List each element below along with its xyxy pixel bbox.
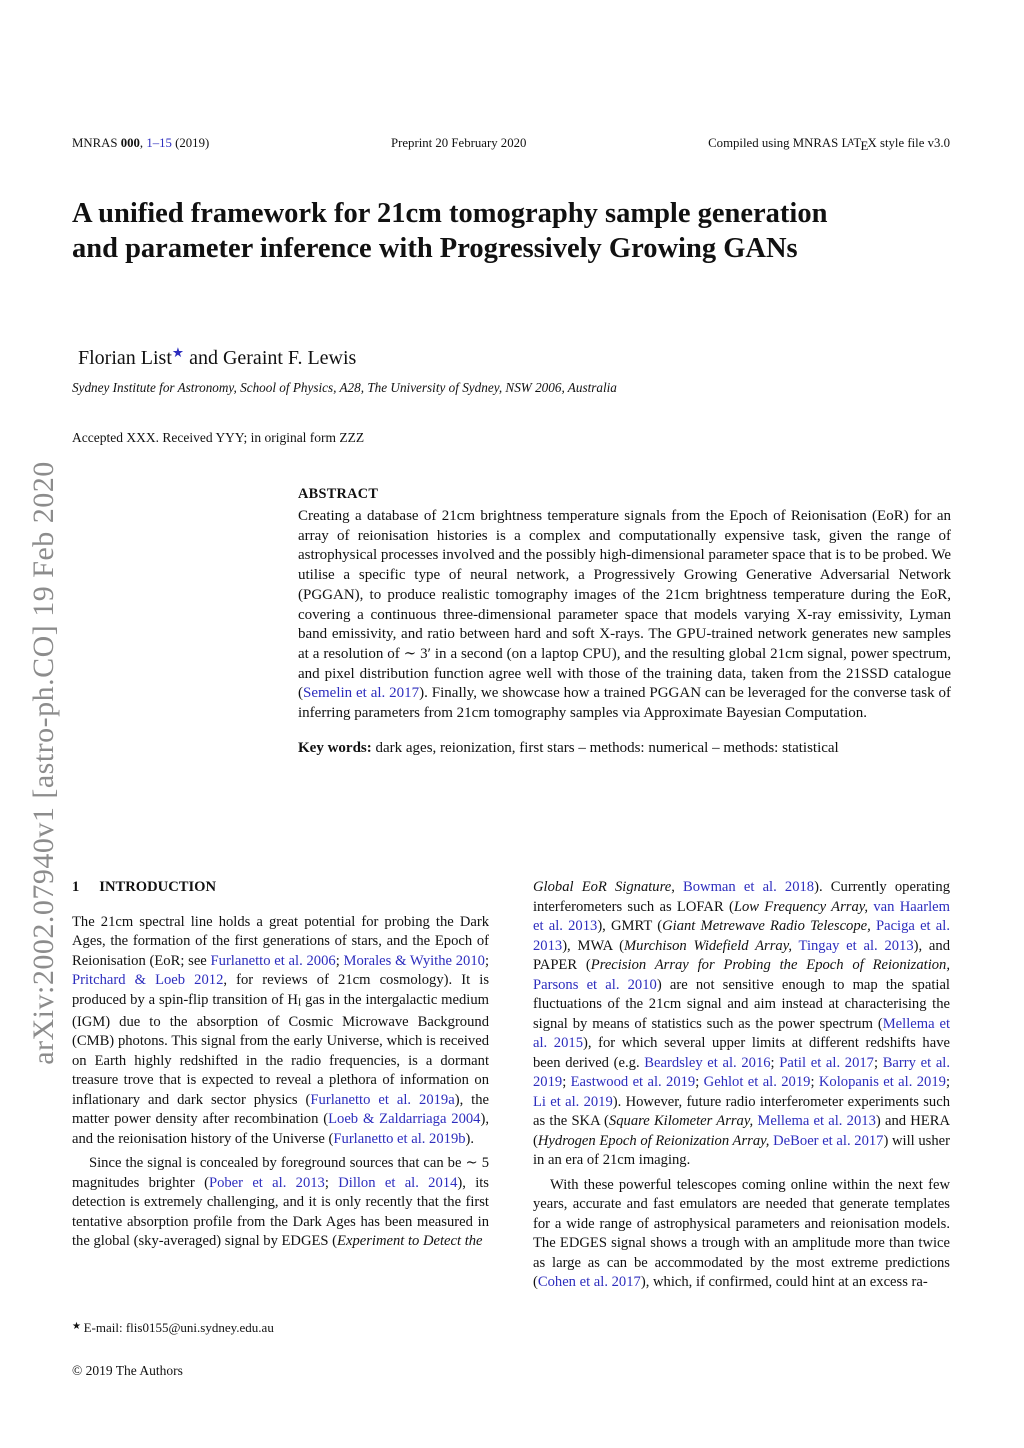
text-segment: style file v3.0 bbox=[876, 136, 950, 150]
citation-link[interactable]: van Haarlem et al. 2013 bbox=[533, 898, 950, 934]
text-segment: ), for which several upper limits at different redshifts have been derived (e.g. bbox=[533, 1035, 950, 1071]
paper-title: A unified framework for 21cm tomography sample generation and parameter inference with Progressively Growing GANs bbox=[72, 198, 828, 264]
text-segment: Low Frequency Array, bbox=[733, 898, 869, 915]
text-segment: ), the matter power density after recombination ( bbox=[72, 1091, 490, 1128]
text-segment: 000 bbox=[120, 136, 140, 150]
citation-link[interactable]: Furlanetto et al. 2019a bbox=[310, 1091, 455, 1108]
abstract-block bbox=[298, 486, 951, 758]
text-segment: Florian List bbox=[78, 346, 172, 369]
text-segment: ; bbox=[562, 1074, 571, 1090]
text-segment: ). Finally, we showcase how a trained PGGAN can be leveraged for the converse task of inferring parameters from 21cm tomography samples via Approximate Bayesian Computation. bbox=[298, 685, 952, 722]
citation-link[interactable]: Li et al. 2019 bbox=[533, 1093, 613, 1110]
citation-link[interactable]: Tingay et al. 2013 bbox=[798, 937, 914, 954]
text-segment: Key words: bbox=[298, 739, 372, 756]
copyright-line: © 2019 The Authors bbox=[72, 1363, 183, 1378]
text-segment: Hydrogen Epoch of Reionization Array, bbox=[537, 1132, 770, 1149]
text-segment: ) will usher in an era of 21cm imaging. bbox=[533, 1132, 950, 1168]
text-segment: ) are not sensitive enough to map the spatial fluctuations of the 21cm signal and aim instead at characterising the signal by means of statistics such as the power spectrum ( bbox=[533, 976, 950, 1032]
text-segment: ), and the reionisation history of the Universe ( bbox=[72, 1111, 489, 1147]
text-segment: ). Currently operating interferometers such as LOFAR ( bbox=[533, 879, 950, 915]
citation-link[interactable]: Mellema et al. 2013 bbox=[757, 1113, 876, 1129]
citation-link[interactable]: Mellema et al. 2015 bbox=[533, 1015, 951, 1051]
citation-link[interactable]: Semelin et al. 2017 bbox=[303, 685, 420, 702]
dates-line: Accepted XXX. Received YYY; in original form ZZZ bbox=[72, 430, 365, 445]
paragraph bbox=[533, 1176, 950, 1293]
text-segment: and Geraint F. Lewis bbox=[184, 346, 357, 369]
text-segment: Murchison Widefield Array, bbox=[624, 937, 793, 954]
citation-link[interactable]: Furlanetto et al. 2006 bbox=[210, 952, 336, 969]
citation-link[interactable]: Cohen et al. 2017 bbox=[537, 1274, 641, 1290]
preprint-date: Preprint 20 February 2020 bbox=[390, 136, 527, 150]
text-segment: ) and HERA ( bbox=[533, 1113, 950, 1149]
citation-link[interactable]: Eastwood et al. 2019 bbox=[570, 1074, 696, 1090]
text-segment: Experiment to Detect the bbox=[337, 1233, 483, 1250]
intro-right-column bbox=[533, 878, 950, 1293]
text-segment: ), GMRT ( bbox=[597, 918, 663, 934]
text-segment: ; bbox=[324, 1174, 339, 1191]
text-segment: E-mail: flis0155@uni.sydney.edu.au bbox=[83, 1320, 274, 1335]
text-segment: ; bbox=[810, 1074, 819, 1090]
section-number: 1 bbox=[72, 879, 80, 895]
text-segment: , for reviews of 21cm cosmology). It is produced by a spin-flip transition of H bbox=[72, 972, 490, 1008]
text-segment: ; bbox=[873, 1054, 883, 1071]
text-segment: ). bbox=[465, 1130, 475, 1147]
citation-link[interactable]: Furlanetto et al. 2019b bbox=[333, 1130, 466, 1147]
text-segment: ; bbox=[484, 952, 489, 969]
text-segment: Precision Array for Probing the Epoch of Reionization, bbox=[590, 957, 951, 973]
section-label: INTRODUCTION bbox=[99, 879, 217, 895]
citation-link[interactable]: Parsons et al. 2010 bbox=[533, 976, 657, 993]
citation-link[interactable]: Bowman et al. 2018 bbox=[683, 879, 815, 895]
email-footnote bbox=[72, 1320, 489, 1336]
text-segment: Compiled using MNRAS bbox=[708, 136, 842, 150]
text-segment: ; bbox=[695, 1074, 704, 1090]
affiliation-line: Sydney Institute for Astronomy, School of Physics, A28, The University of Sydney, NSW 2006, Australia bbox=[72, 380, 617, 395]
compile-note bbox=[708, 136, 950, 154]
text-segment: With these powerful telescopes coming online within the next few years, accurate and fast emulators are needed that generate templates for a wide range of astrophysical parameters and reionisation models. The EDGES signal shows a trough with an amplitude more than twice as large as can be accommodated by the most extreme predictions ( bbox=[533, 1176, 950, 1290]
paragraph bbox=[72, 1154, 489, 1252]
citation-link[interactable]: Beardsley et al. 2016 bbox=[644, 1054, 771, 1071]
text-segment: , bbox=[671, 879, 684, 895]
citation-link[interactable]: Barry et al. 2019 bbox=[533, 1054, 950, 1090]
citation-link[interactable]: DeBoer et al. 2017 bbox=[773, 1132, 884, 1149]
text-segment: Giant Metrewave Radio Telescope, bbox=[662, 918, 871, 934]
text-segment: gas in the intergalactic medium (IGM) due to the absorption of Cosmic Microwave Background (CMB) photons. This signal from the early Universe, which is received on Earth highly redshifted in the radio frequencies, is a dormant treasure trove that is expected to reveal a plethora of information on inflationary and dark sector physics ( bbox=[72, 991, 489, 1108]
text-segment: I bbox=[297, 997, 302, 1009]
section-heading bbox=[72, 878, 489, 898]
text-segment: Global EoR Signature bbox=[533, 879, 672, 895]
citation-link[interactable]: Morales & Wyithe 2010 bbox=[343, 952, 485, 969]
intro-left-column bbox=[72, 878, 489, 1252]
latex-logo: LATEX bbox=[841, 136, 877, 153]
text-segment: The 21cm spectral line holds a great potential for probing the Dark Ages, the formation of the first generations of stars, and the Epoch of Reionisation (EoR; see bbox=[72, 913, 489, 969]
text-segment: MNRAS bbox=[72, 136, 121, 150]
paragraph bbox=[72, 913, 489, 1150]
text-segment: ), its detection is extremely challenging, and it is only recently that the first tentative absorption profile from the Dark Ages has been measured in the global (sky-averaged) signal by EDGES ( bbox=[72, 1174, 489, 1250]
text-segment: ; bbox=[945, 1074, 950, 1090]
text-segment: dark ages, reionization, first stars – methods: numerical – methods: statistical bbox=[371, 739, 839, 756]
text-segment: , bbox=[139, 136, 147, 150]
keywords-line bbox=[298, 739, 951, 759]
citation-link[interactable]: Kolopanis et al. 2019 bbox=[818, 1074, 946, 1090]
citation-link[interactable]: Gehlot et al. 2019 bbox=[703, 1074, 811, 1090]
journal-ref bbox=[72, 136, 209, 154]
citation-link[interactable]: Patil et al. 2017 bbox=[779, 1054, 874, 1071]
author-footnote-marker[interactable]: ★ bbox=[171, 345, 185, 360]
arxiv-stamp: arXiv:2002.07940v1 [astro-ph.CO] 19 Feb 2020 bbox=[27, 461, 60, 1065]
citation-link[interactable]: Dillon et al. 2014 bbox=[338, 1174, 458, 1191]
text-segment: ). However, future radio interferometer experiments such as the SKA ( bbox=[533, 1093, 950, 1129]
abstract-heading: ABSTRACT bbox=[298, 486, 379, 502]
citation-link[interactable]: Pritchard & Loeb 2012 bbox=[72, 972, 224, 988]
text-segment: (2019) bbox=[171, 136, 210, 150]
pages-link[interactable]: 1–15 bbox=[146, 136, 172, 150]
author-line bbox=[78, 345, 356, 370]
citation-link[interactable]: Pober et al. 2013 bbox=[208, 1174, 325, 1191]
footnote-marker: ★ bbox=[72, 1321, 84, 1333]
citation-link[interactable]: Paciga et al. 2013 bbox=[533, 918, 950, 954]
journal-header bbox=[72, 136, 950, 154]
text-segment: ; bbox=[770, 1054, 780, 1071]
text-segment: ; bbox=[335, 952, 344, 969]
text-segment: ), and PAPER ( bbox=[533, 937, 951, 973]
citation-link[interactable]: Loeb & Zaldarriaga 2004 bbox=[328, 1111, 481, 1128]
text-segment: ), MWA ( bbox=[562, 937, 624, 954]
text-segment: Creating a database of 21cm brightness temperature signals from the Epoch of Reionisation (EoR) for an array of reionisation histories is a complex and computationally expensive task, given the range of astrophysical processes involved and the possibly high-dimensional parameter space that is to be probed. We utilise a specific type of neural network, a Progressively Growing Generative Adversarial Network (PGGAN), to produce realistic tomography images of the 21cm brightness temperature during the EoR, covering a continuous three-dimensional parameter space that models varying X-ray emissivity, Lyman band emissivity, and ratio between hard and soft X-rays. The GPU-trained network generates new samples at a resolution of ∼ 3′ in a second (on a laptop CPU), and the resulting global 21cm signal, power spectrum, and pixel distribution function agree well with those of the training data, taken from the 21SSD catalogue ( bbox=[298, 508, 951, 702]
paragraph bbox=[533, 878, 950, 1171]
text-segment: ), which, if confirmed, could hint at an excess ra- bbox=[640, 1274, 928, 1290]
intro-columns bbox=[72, 878, 950, 1293]
text-segment: Since the signal is concealed by foreground sources that can be ∼ 5 magnitudes brighter ( bbox=[72, 1155, 489, 1191]
abstract-text bbox=[298, 507, 951, 724]
text-segment: Square Kilometer Array, bbox=[608, 1113, 754, 1129]
